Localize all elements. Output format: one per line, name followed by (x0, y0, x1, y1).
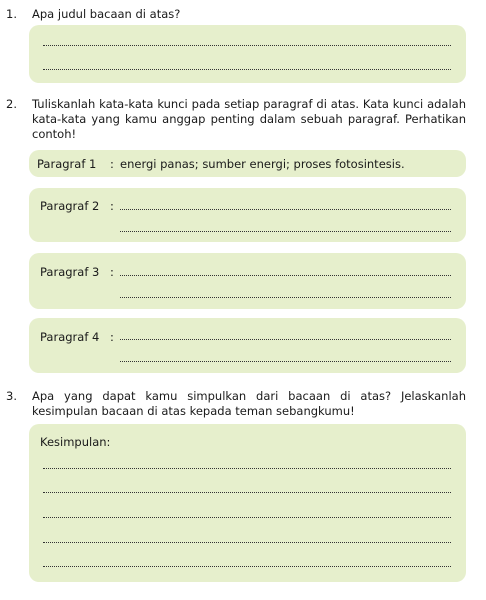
question-2-line-2: kata-kata yang kamu anggap penting dalam sebuah paragraf. Perhatikan (32, 112, 466, 126)
answer-line[interactable] (43, 517, 451, 518)
question-3-number: 3. (6, 389, 17, 403)
paragraph-2-separator: : (110, 199, 114, 213)
answer-line[interactable] (43, 542, 451, 543)
example-paragraph-box (29, 150, 466, 177)
answer-line[interactable] (120, 297, 451, 298)
answer-line[interactable] (43, 69, 451, 70)
example-paragraph-answer: energi panas; sumber energi; proses fotosintesis. (120, 157, 405, 171)
answer-line[interactable] (43, 566, 451, 567)
paragraph-3-separator: : (110, 265, 114, 279)
paragraph-4-box[interactable] (29, 318, 466, 373)
question-3-line-2: kesimpulan bacaan di atas kepada teman sebangkumu! (32, 404, 355, 418)
example-paragraph-label: Paragraf 1 (37, 157, 97, 171)
example-paragraph-separator: : (110, 157, 114, 171)
question-2-line-3: contoh! (32, 127, 77, 141)
paragraph-2-box[interactable] (29, 188, 466, 242)
paragraph-3-box[interactable] (29, 253, 466, 309)
paragraph-3-label: Paragraf 3 (40, 265, 100, 279)
question-3-line-1: Apa yang dapat kamu simpulkan dari bacaan di atas? Jelaskanlah (32, 389, 466, 403)
question-1-text: Apa judul bacaan di atas? (32, 7, 181, 21)
answer-line[interactable] (120, 361, 451, 362)
paragraph-4-separator: : (110, 330, 114, 344)
answer-line[interactable] (120, 275, 451, 276)
question-1-number: 1. (6, 7, 17, 21)
answer-line[interactable] (43, 45, 451, 46)
conclusion-box[interactable] (29, 424, 466, 582)
question-2-line-1: Tuliskanlah kata-kata kunci pada setiap paragraf di atas. Kata kunci adalah (32, 97, 466, 111)
answer-line[interactable] (43, 492, 451, 493)
paragraph-4-label: Paragraf 4 (40, 330, 100, 344)
answer-line[interactable] (120, 209, 451, 210)
answer-line[interactable] (120, 231, 451, 232)
question-2-number: 2. (6, 97, 17, 111)
paragraph-2-label: Paragraf 2 (40, 199, 100, 213)
answer-line[interactable] (43, 468, 451, 469)
answer-line[interactable] (120, 339, 451, 340)
question-1-answer-box[interactable] (29, 25, 466, 83)
conclusion-label: Kesimpulan: (40, 435, 111, 449)
